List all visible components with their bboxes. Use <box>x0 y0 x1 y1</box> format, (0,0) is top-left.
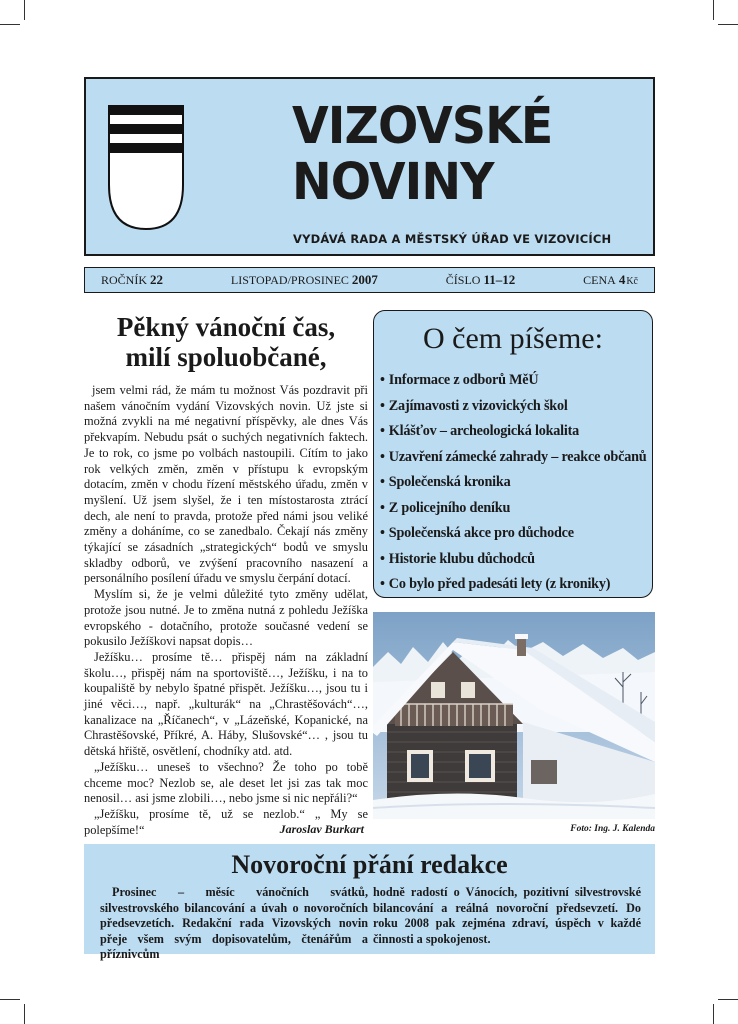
contents-list <box>374 368 652 598</box>
issue-date: LISTOPAD/PROSINEC 2007 <box>230 272 378 287</box>
greeting-box <box>84 844 655 962</box>
greeting-column-2: hodně radostí o Vánocích, pozitivní silvestrovské bilancování a reálná novoroční předsevzetí. Do roku 2008 pak zejména zdraví, úspěch v každé činnosti a spokojenost. <box>373 885 641 946</box>
contents-item[interactable]: • Klášťov – archeologická lokalita <box>380 423 580 439</box>
greeting-column-1: Prosinec – měsíc vánočních svátků, silvestrovského bilancování a úvah o novoročních předsevzetích. Redakční rada Vizovských novin přeje všem svým dopisovatelům, čtenářům a příznivcům <box>100 885 368 962</box>
crop-mark <box>24 1004 25 1024</box>
crop-mark <box>718 24 738 25</box>
newspaper-subtitle: VYDÁVÁ RADA A MĚSTSKÝ ÚŘAD VE VIZOVICÍCH <box>293 232 612 246</box>
contents-item[interactable]: • Uzavření zámecké zahrady – reakce občanů <box>380 448 647 465</box>
article-paragraph: Myslím si, že je velmi důležité tyto změny udělat, protože jsou nutné. Je to změna nutná z pohledu Ježíška evropského - dotačního, protože současné vedení se pokusilo Ježíškovi napsat dopis… <box>84 587 368 649</box>
article-paragraph: „Ježíšku, prosíme tě, už se nezlob.“ „ My se polepšíme!“ <box>84 806 368 837</box>
contents-item[interactable]: • Zajímavosti z vizovických škol <box>380 397 568 414</box>
price: CENA 4Kč <box>583 272 638 287</box>
article-headline: Pěkný vánoční čas, milí spoluobčané, <box>116 312 336 372</box>
crop-mark <box>713 0 714 20</box>
article-paragraph: jsem velmi rád, že mám tu možnost Vás pozdravit při našem vánočním vydání Vizovských novin. Už jste si možná zvykli na mé negativní příspěvky, ale dnes Vás překvapím. Nebudu psát o suchých negativních faktech. Je to rok, co jsme po volbách nastoupili. Cítím to jako rok velkých změn, změn v přístupu k evropským dotacím, změn v chodu řízení městského úřadu, změn v myšlení. Už jsem slyšel, že i ten místostarosta ztrácí dech, ale není to pravda, protože před námi jsou veliké změny a doháníme, co se zanedbalo. Čekají nás změny týkající se zásadních „strategických“ bodů ve smyslu skladby odborů, ve zvýšení pracovního nasazení a personálního posílení úřadu ve smyslu čerpání dotací. <box>84 383 368 586</box>
contents-box <box>373 310 653 598</box>
newspaper-title: VIZOVSKÉ NOVINY <box>292 97 553 212</box>
crop-mark <box>713 1004 714 1024</box>
contents-item[interactable]: • Co bylo před padesáti lety (z kroniky) <box>380 576 611 592</box>
crop-mark <box>24 0 25 20</box>
winter-cottage-photo <box>373 612 655 819</box>
contents-item[interactable]: • Společenská kronika <box>380 474 511 490</box>
issue-info-bar <box>84 267 655 293</box>
contents-heading: O čem píšeme: <box>423 322 603 355</box>
article-signature: Jaroslav Burkart <box>279 822 364 836</box>
article-body <box>84 383 368 838</box>
crop-mark <box>0 24 20 25</box>
photo-credit: Foto: Ing. J. Kalenda <box>570 824 655 834</box>
contents-item[interactable]: • Historie klubu důchodců <box>380 550 535 567</box>
volume: ROČNÍK 22 <box>101 272 164 287</box>
article-paragraph: „Ježíšku… uneseš to všechno? Že toho po tobě chceme moc? Nezlob se, ale deset let jsi zas tak moc nenosil… asi jsme zlobili…, nebo jsme si nic nepřáli?“ <box>84 759 368 806</box>
masthead <box>84 77 655 256</box>
issue-number: ČÍSLO 11–12 <box>445 272 516 287</box>
article-paragraph: Ježíšku… prosíme tě… přispěj nám na základní školu…, přispěj nám na sportoviště…, Ježíšku, i na to koupaliště by nebylo špatné přispět. Ježíšku…, jsou tu i jiné věci…, např. „kulturák“ na „Chrastěšovách“…, kanalizace na „Říčanech“, v „Lázeňské, Kopanické, na Chrastěšovské, Příkré, A. Háby, Slušovské“… , jsou tu dětská hřiště, osvětlení, chodníky atd. atd. <box>84 649 368 759</box>
contents-item[interactable]: • Společenská akce pro důchodce <box>380 525 574 541</box>
contents-item[interactable]: • Informace z odborů MěÚ <box>380 372 539 388</box>
crop-mark <box>0 999 20 1000</box>
contents-item[interactable]: • Z policejního deníku <box>380 499 511 516</box>
coat-of-arms-icon <box>108 105 184 231</box>
greeting-heading: Novoroční přání redakce <box>231 850 508 879</box>
crop-mark <box>718 999 738 1000</box>
